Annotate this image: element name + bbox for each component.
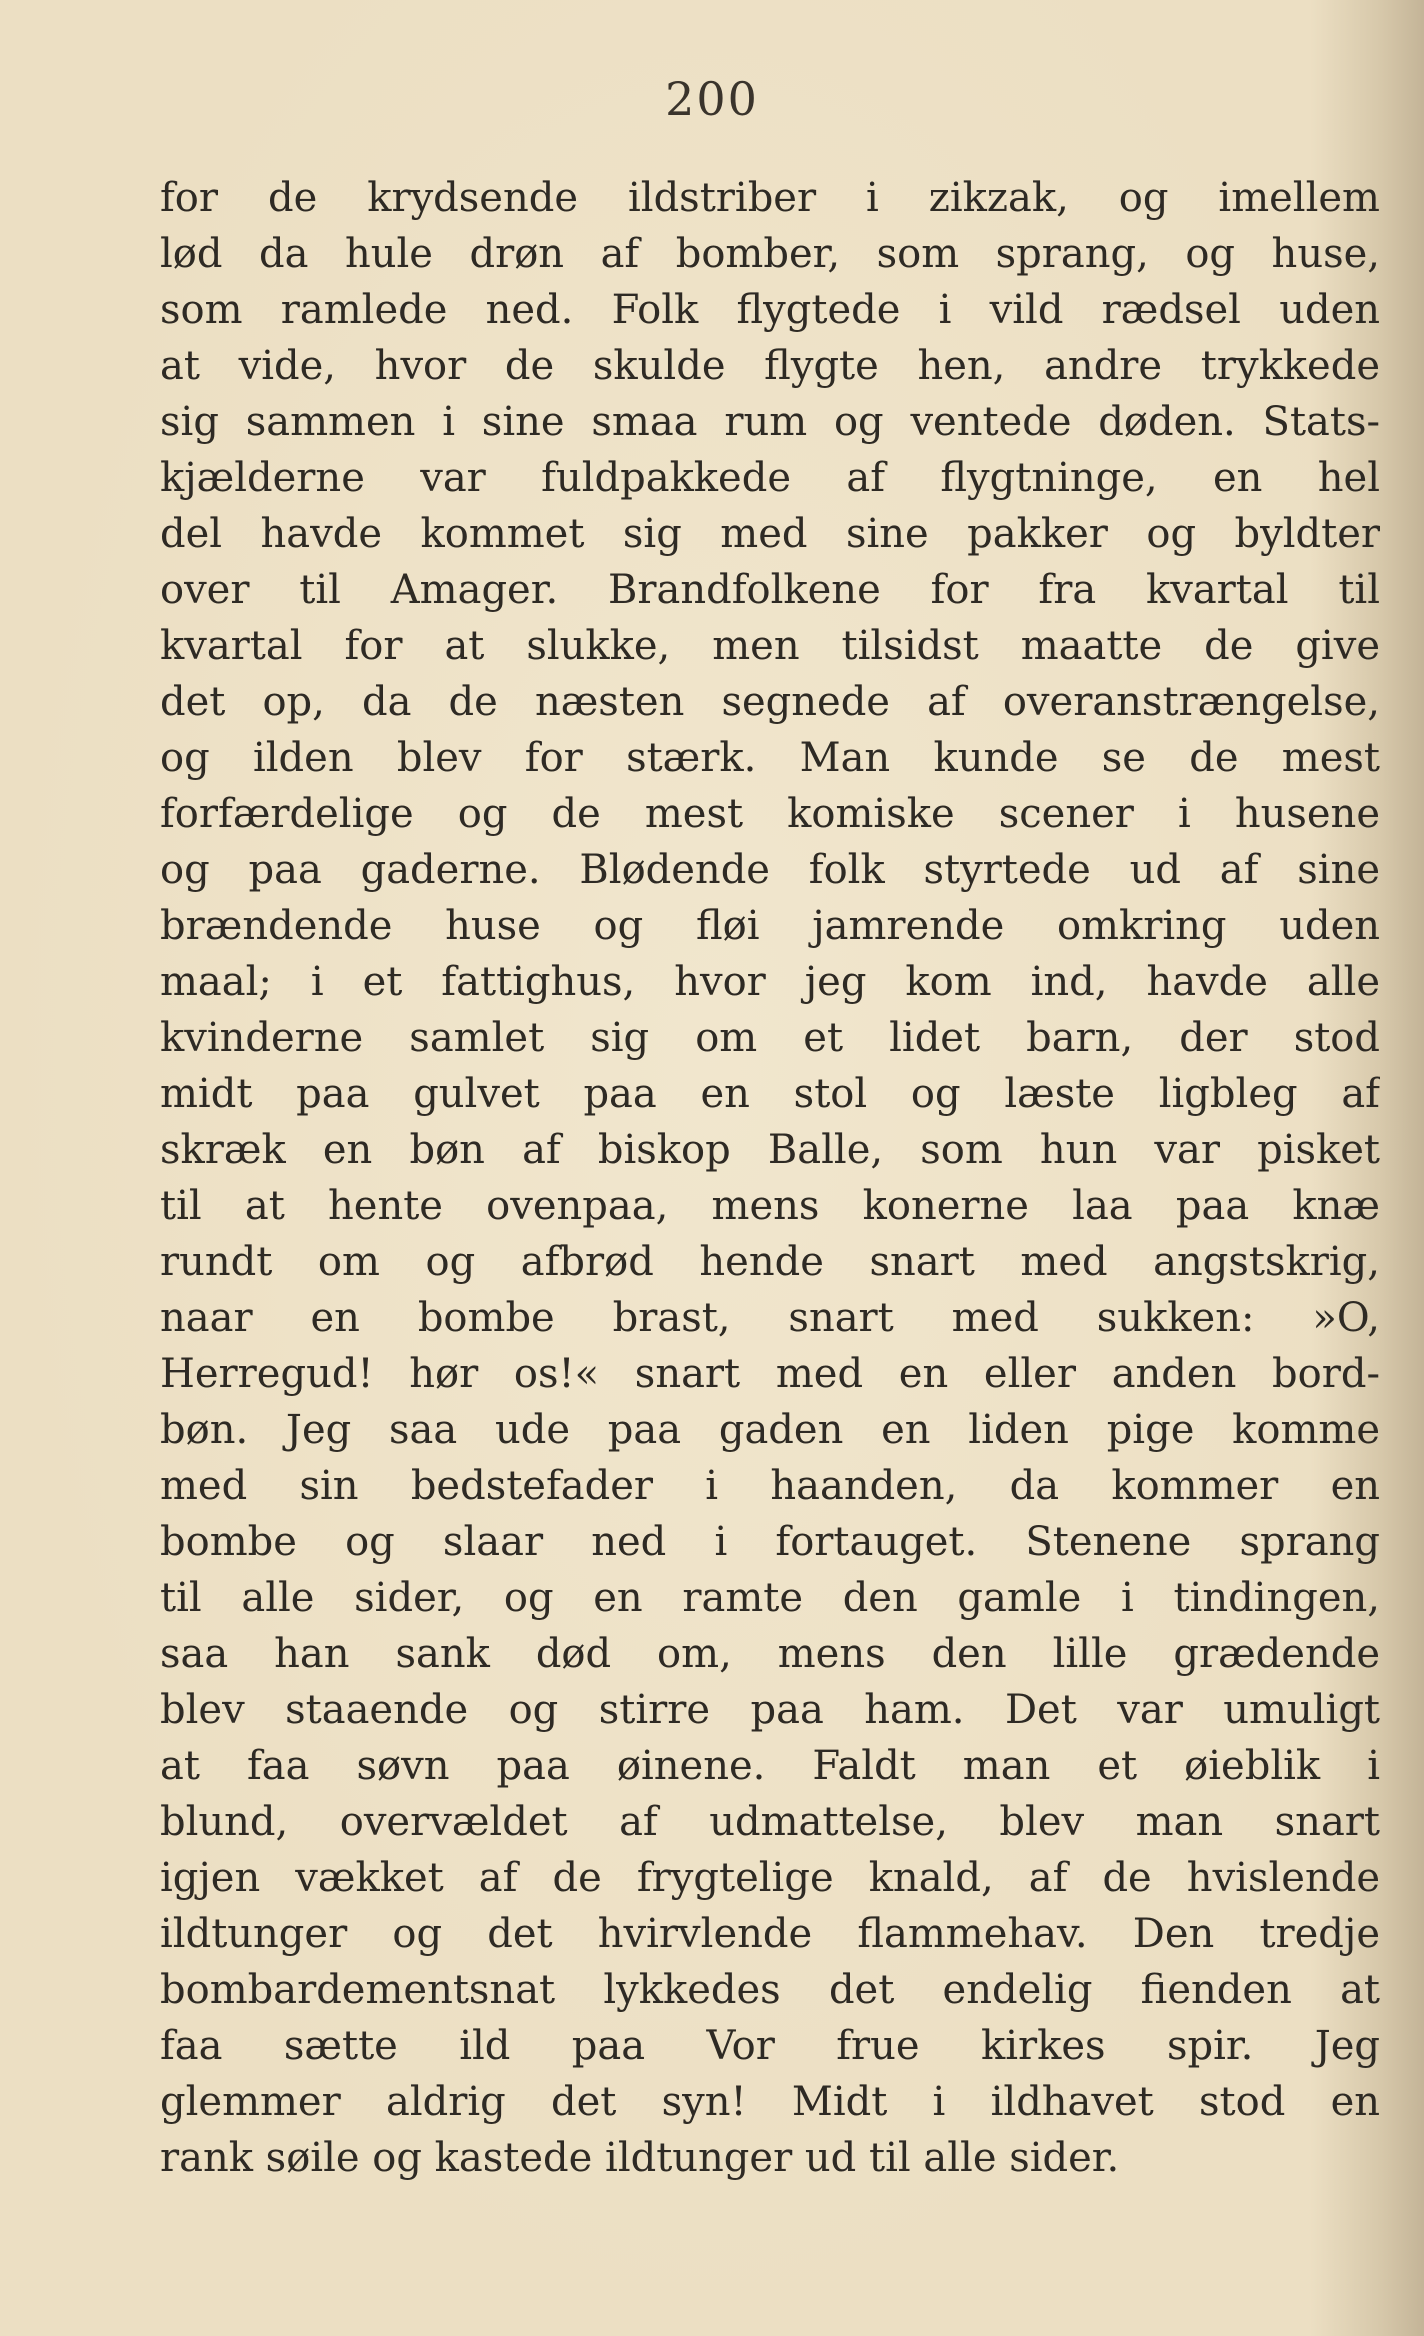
text-line: bøn. Jeg saa ude paa gaden en liden pige komme [160, 1407, 1380, 1453]
text-line: saa han sank død om, mens den lille grædende [160, 1631, 1380, 1677]
text-line: for de krydsende ildstriber i zikzak, og imellem [160, 175, 1380, 221]
text-line: som ramlede ned. Folk flygtede i vild rædsel uden [160, 287, 1380, 333]
text-line: med sin bedstefader i haanden, da kommer en [160, 1463, 1380, 1509]
text-line: blev staaende og stirre paa ham. Det var umuligt [160, 1687, 1380, 1733]
text-line: Herregud! hør os!« snart med en eller anden bord- [160, 1351, 1380, 1397]
text-line: det op, da de næsten segnede af overanstrængelse, [160, 679, 1380, 725]
text-line: lød da hule drøn af bomber, som sprang, og huse, [160, 231, 1380, 277]
text-line: bombe og slaar ned i fortauget. Stenene sprang [160, 1519, 1380, 1565]
text-line: blund, overvældet af udmattelse, blev man snart [160, 1799, 1380, 1845]
text-line: igjen vækket af de frygtelige knald, af de hvislende [160, 1855, 1380, 1901]
page-number: 200 [665, 72, 759, 126]
text-line: over til Amager. Brandfolkene for fra kvartal til [160, 567, 1380, 613]
text-line: sig sammen i sine smaa rum og ventede døden. Stats- [160, 399, 1380, 445]
text-line: kvartal for at slukke, men tilsidst maatte de give [160, 623, 1380, 669]
text-line: maal; i et fattighus, hvor jeg kom ind, havde alle [160, 959, 1380, 1005]
text-line: kvinderne samlet sig om et lidet barn, der stod [160, 1015, 1380, 1061]
text-line: forfærdelige og de mest komiske scener i husene [160, 791, 1380, 837]
text-line: til at hente ovenpaa, mens konerne laa paa knæ [160, 1183, 1380, 1229]
text-line: til alle sider, og en ramte den gamle i tindingen, [160, 1575, 1380, 1621]
text-line: og ilden blev for stærk. Man kunde se de mest [160, 735, 1380, 781]
text-line: bombardementsnat lykkedes det endelig fienden at [160, 1967, 1380, 2013]
text-line: faa sætte ild paa Vor frue kirkes spir. Jeg [160, 2023, 1380, 2069]
text-line: skræk en bøn af biskop Balle, som hun var pisket [160, 1127, 1380, 1173]
text-line: ildtunger og det hvirvlende flammehav. Den tredje [160, 1911, 1380, 1957]
text-line: brændende huse og fløi jamrende omkring uden [160, 903, 1380, 949]
text-line: rank søile og kastede ildtunger ud til alle sider. [160, 2135, 1120, 2181]
text-line: at faa søvn paa øinene. Faldt man et øieblik i [160, 1743, 1380, 1789]
body-text [160, 170, 1380, 2186]
text-line: at vide, hvor de skulde flygte hen, andre trykkede [160, 343, 1380, 389]
text-line: kjælderne var fuldpakkede af flygtninge, en hel [160, 455, 1380, 501]
text-line: del havde kommet sig med sine pakker og byldter [160, 511, 1380, 557]
text-line: midt paa gulvet paa en stol og læste ligbleg af [160, 1071, 1380, 1117]
text-line: naar en bombe brast, snart med sukken: »O, [160, 1295, 1380, 1341]
text-line: glemmer aldrig det syn! Midt i ildhavet stod en [160, 2079, 1380, 2125]
text-line: rundt om og afbrød hende snart med angstskrig, [160, 1239, 1380, 1285]
text-line: og paa gaderne. Blødende folk styrtede ud af sine [160, 847, 1380, 893]
